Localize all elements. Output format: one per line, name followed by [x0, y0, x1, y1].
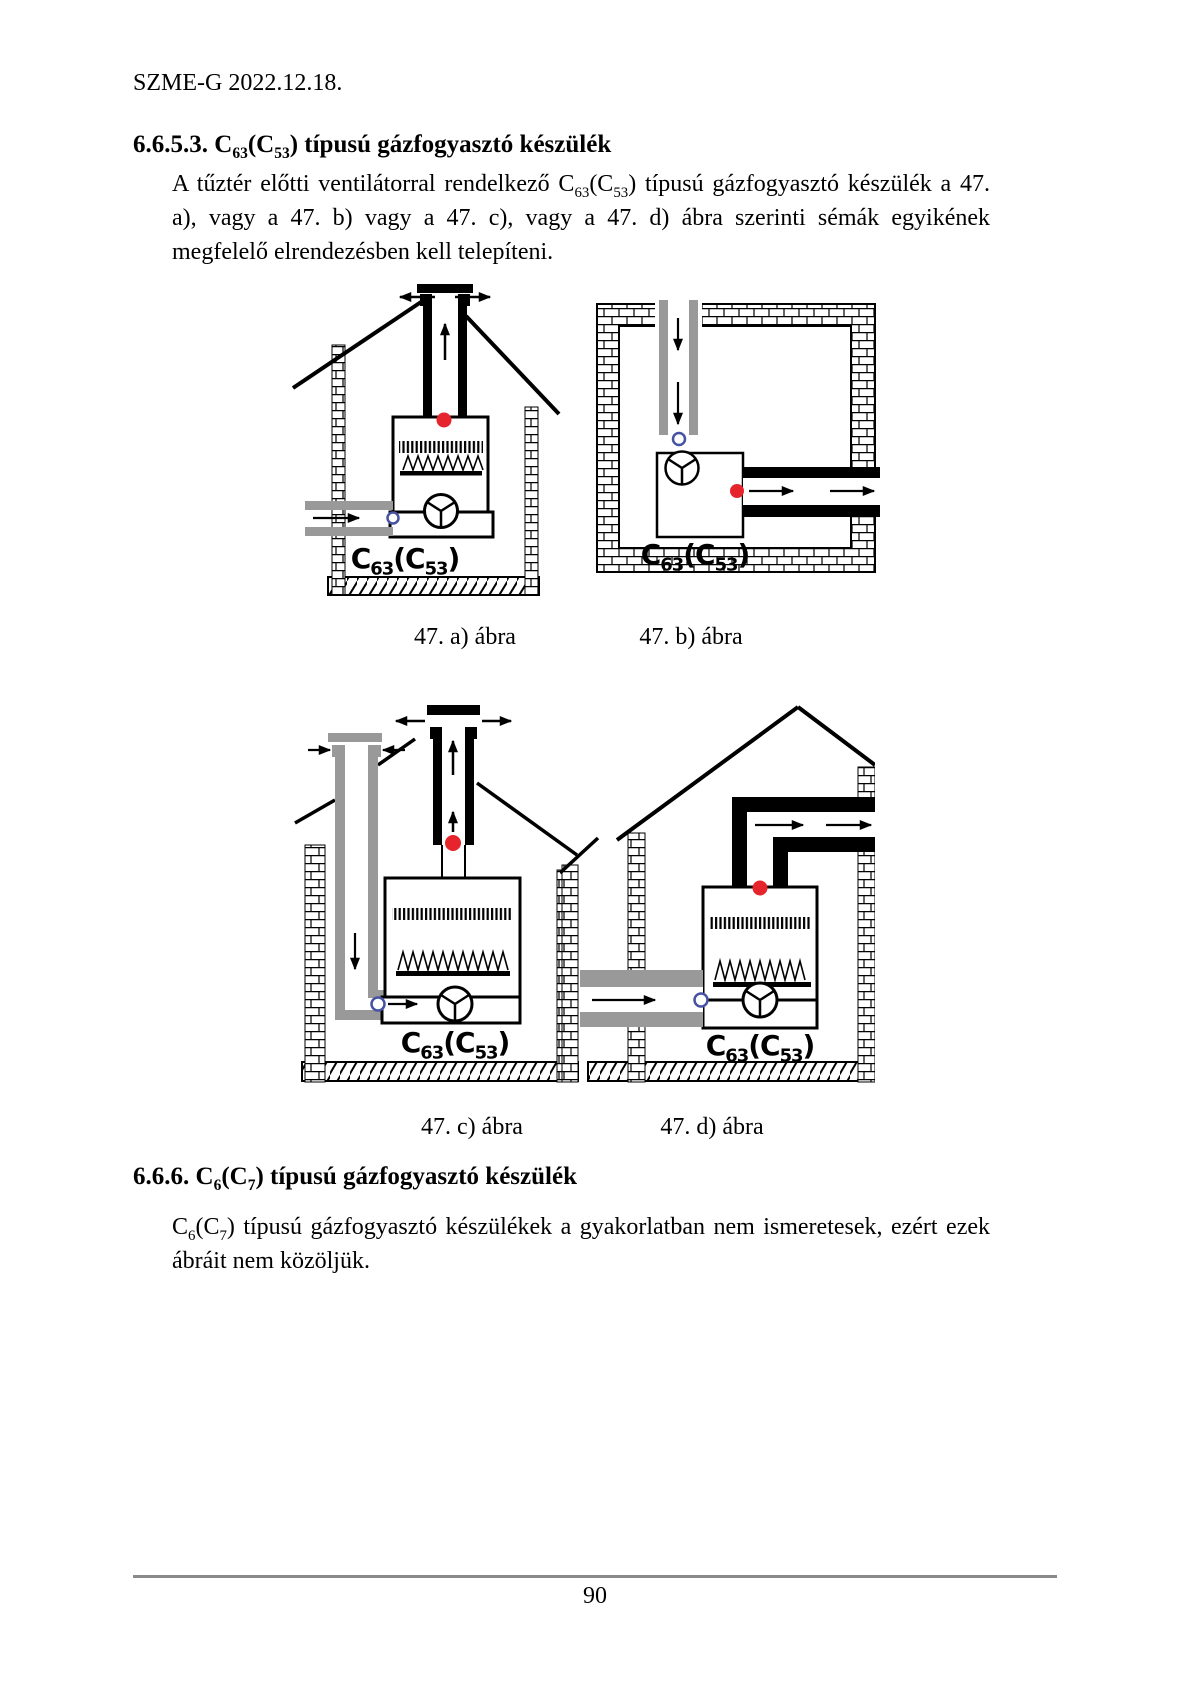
label-text: C — [640, 538, 661, 571]
flue-gas-point — [437, 413, 452, 428]
burner-bar — [396, 971, 510, 976]
heat-exchanger-grill — [710, 917, 810, 929]
label-subscript: 53 — [474, 1042, 498, 1064]
footer-divider — [133, 1575, 1057, 1578]
roof-terminal-chimney — [396, 705, 511, 878]
figure-caption-47a: 47. a) ábra — [414, 624, 516, 650]
label-text: ) — [737, 538, 750, 571]
intake-cap — [328, 733, 382, 742]
heading-text: (C — [221, 1163, 248, 1190]
heading-subscript: 7 — [247, 1177, 256, 1194]
flue-gas-point — [730, 484, 744, 498]
appliance-type-label — [680, 1029, 840, 1067]
air-intake-pipe — [305, 501, 393, 536]
ground-hatch — [328, 577, 539, 595]
heading-text: (C — [247, 131, 275, 158]
paragraph-text: (C — [589, 171, 614, 197]
heading-text: ) típusú gázfogyasztó készülék — [255, 1163, 577, 1190]
label-subscript: 63 — [725, 1045, 749, 1067]
heading-subscript: 63 — [232, 145, 248, 162]
label-subscript: 53 — [714, 554, 738, 576]
right-brick-wall — [525, 407, 538, 595]
body-paragraph-6653 — [172, 167, 990, 269]
label-text: (C — [443, 1026, 475, 1059]
paragraph-text: (C — [195, 1214, 220, 1240]
terminal-cap — [417, 284, 473, 293]
heading-subscript: 53 — [274, 145, 290, 162]
label-subscript: 63 — [370, 558, 394, 580]
heading-subscript: 6 — [213, 1177, 222, 1194]
intake-connection-point — [388, 513, 399, 524]
left-brick-wall — [305, 845, 325, 1082]
intake-connection-point — [695, 994, 708, 1007]
roof-terminal-chimney — [400, 284, 490, 417]
label-text: C — [400, 1026, 421, 1059]
gable-wall-terminal-schematic — [560, 655, 875, 1087]
paragraph-subscript: 63 — [574, 184, 590, 201]
figure-caption-47b: 47. b) ábra — [639, 624, 743, 650]
section-heading-666 — [133, 1163, 577, 1194]
label-text: (C — [748, 1029, 780, 1062]
label-text: (C — [683, 538, 715, 571]
paragraph-subscript: 7 — [219, 1227, 227, 1244]
label-subscript: 53 — [424, 558, 448, 580]
figure-47c-diagram — [270, 655, 580, 1087]
heading-text: 6.6.6. C — [133, 1163, 214, 1190]
left-brick-wall — [628, 833, 645, 1082]
appliance-type-label — [325, 542, 485, 580]
label-text: ) — [447, 542, 460, 575]
appliance-type-label — [375, 1026, 535, 1064]
body-paragraph-666 — [172, 1210, 990, 1278]
paragraph-text: ) típusú gázfogyasztó készülékek a gyakorlatban nem ismeretesek, ezért ezek ábráit nem közöljük. — [172, 1214, 990, 1274]
label-subscript: 63 — [660, 554, 684, 576]
figure-47b-diagram — [593, 300, 883, 578]
figure-47d-diagram — [560, 655, 875, 1087]
label-subscript: 63 — [420, 1042, 444, 1064]
heading-text: ) típusú gázfogyasztó készülék — [289, 131, 612, 158]
ground-hatch — [302, 1062, 578, 1081]
heat-exchanger-grill — [399, 441, 483, 453]
label-text: ) — [497, 1026, 510, 1059]
neighbor-brick-wall — [562, 865, 578, 1082]
neighbor-roof-slope — [560, 838, 598, 873]
room-wall-terminal-schematic — [593, 300, 883, 578]
section-heading-6653 — [133, 131, 612, 162]
heading-text: 6.6.5.3. C — [133, 131, 233, 158]
heat-exchanger-grill — [392, 908, 513, 920]
flue-gas-point — [753, 881, 768, 896]
air-intake-pipe — [580, 970, 703, 1027]
label-text: C — [350, 542, 371, 575]
dual-roof-terminal-schematic — [270, 655, 580, 1087]
paragraph-text: C — [172, 1214, 189, 1240]
paragraph-subscript: 6 — [188, 1227, 196, 1244]
figure-caption-47d: 47. d) ábra — [660, 1114, 764, 1140]
exhaust-duct — [743, 467, 880, 517]
intake-connection-point — [673, 433, 685, 445]
burner-bar — [400, 471, 482, 476]
label-text: (C — [393, 542, 425, 575]
paragraph-text: ) típusú gázfogyasztó készülék a 47. a), vagy a 47. b) vagy a 47. c), vagy a 47. d) ábra szerinti sémák egyikének megfelelő elrendezésben kell telepíteni. — [172, 171, 990, 265]
exhaust-duct — [732, 797, 875, 887]
intake-connection-point — [372, 998, 385, 1011]
appliance-type-label — [615, 538, 775, 576]
label-text: ) — [802, 1029, 815, 1062]
terminal-cap — [427, 705, 480, 715]
paragraph-text: A tűztér előtti ventilátorral rendelkező C — [172, 171, 575, 197]
flue-gas-point — [445, 835, 461, 851]
document-header: SZME-G 2022.12.18. — [133, 70, 343, 96]
label-text: C — [705, 1029, 726, 1062]
paragraph-subscript: 53 — [613, 184, 629, 201]
page-number: 90 — [583, 1583, 607, 1609]
label-subscript: 53 — [779, 1045, 803, 1067]
figure-47a-diagram — [287, 258, 567, 603]
figure-caption-47c: 47. c) ábra — [421, 1114, 523, 1140]
